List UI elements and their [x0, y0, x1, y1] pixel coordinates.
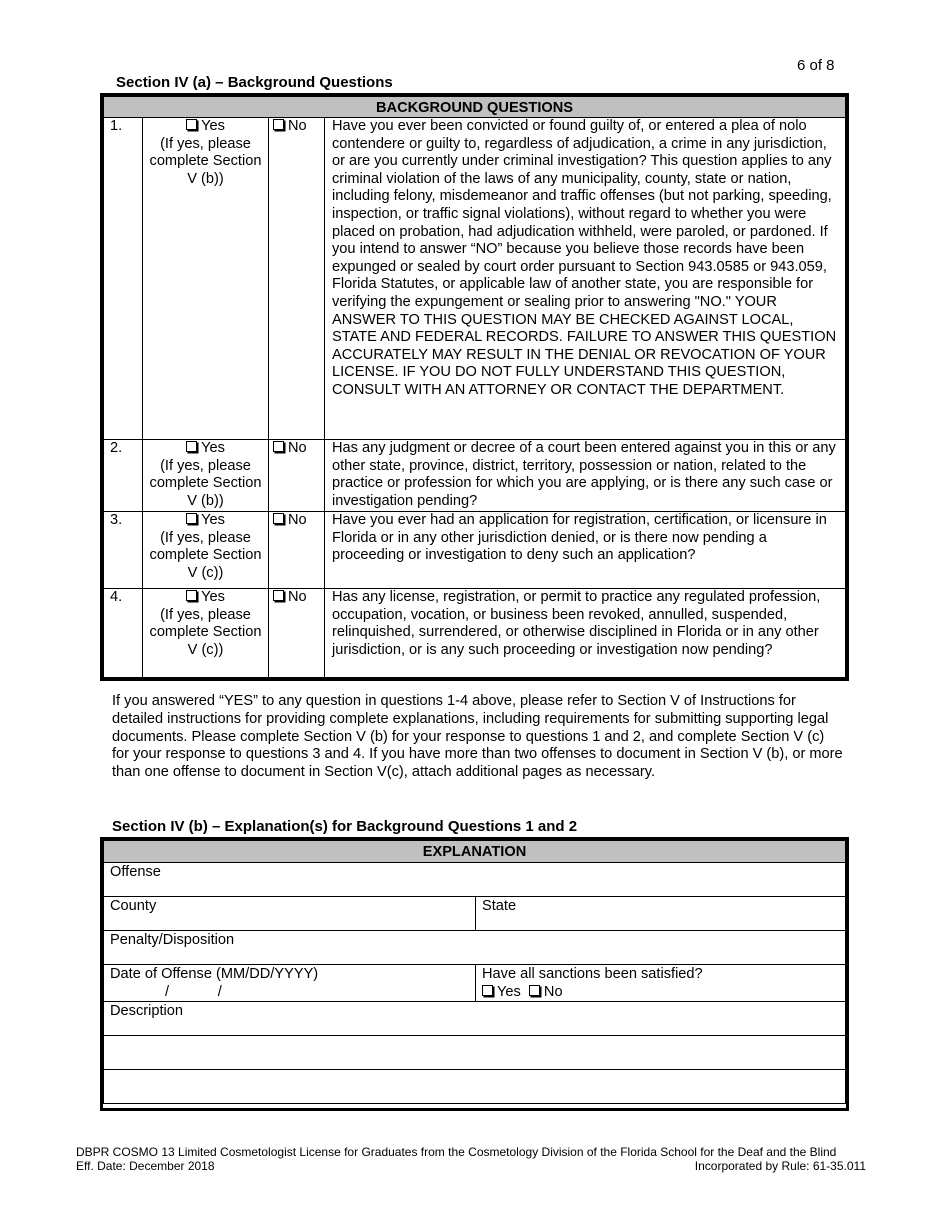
- no-cell: [269, 589, 325, 678]
- question-text: Have you ever had an application for registration, certification, or licensure in Florida or in any other jurisdiction denied, or is there now pending a proceeding or investigation to deny such an application?: [325, 512, 846, 589]
- question-row: [104, 512, 846, 589]
- no-cell: [269, 512, 325, 589]
- yes-checkbox[interactable]: [186, 441, 197, 452]
- footer: [76, 1145, 866, 1173]
- page-number: 6 of 8: [797, 57, 835, 74]
- explanation-header: EXPLANATION: [104, 841, 846, 863]
- sanctions-no-label: No: [543, 984, 563, 1000]
- description-line[interactable]: [104, 1036, 846, 1070]
- date-of-offense-label: Date of Offense (MM/DD/YYYY): [110, 966, 319, 982]
- county-label: County: [110, 898, 157, 914]
- yes-note: (If yes, please complete Section V (c)): [149, 606, 262, 658]
- sanctions-no-checkbox[interactable]: [529, 985, 540, 996]
- yes-label: Yes: [201, 512, 225, 528]
- background-questions-header: BACKGROUND QUESTIONS: [104, 97, 846, 118]
- yes-cell: [143, 512, 269, 589]
- question-text: Has any judgment or decree of a court been entered against you in this or any other state, province, district, territory, possession or nation, related to the practice or profession for which you are applying, or is there any such case or investigation pending?: [325, 440, 846, 512]
- question-text: Have you ever been convicted or found guilty of, or entered a plea of nolo contendere or guilty to, regardless of adjudication, a crime in any jurisdiction, or are you currently under criminal investigation? This question applies to any criminal violation of the laws of any municipality, county, state or nation, including felony, misdemeanor and traffic offenses (but not parking, speeding, inspection, or traffic signal violations), without regard to whether you were placed on probation, had adjudication withheld, were paroled, or pardoned. If you intend to answer “NO” because you believe those records have been expunged or sealed by court order pursuant to Section 943.0585 or 943.059, Florida Statutes, or applicable law of another state, you are responsible for verifying the expungement or sealing prior to answering "NO." YOUR ANSWER TO THIS QUESTION MAY BE CHECKED AGAINST LOCAL, STATE AND FEDERAL RECORDS. FAILURE TO ANSWER THIS QUESTION ACCURATELY MAY RESULT IN THE DENIAL OR REVOCATION OF YOUR LICENSE. IF YOU DO NOT FULLY UNDERSTAND THIS QUESTION, CONSULT WITH AN ATTORNEY OR CONTACT THE DEPARTMENT.: [325, 118, 846, 440]
- question-number: 4.: [104, 589, 143, 678]
- penalty-label: Penalty/Disposition: [110, 932, 235, 948]
- yes-label: Yes: [201, 589, 225, 605]
- sanctions-field: [476, 965, 846, 1002]
- offense-label: Offense: [110, 864, 161, 880]
- description-line[interactable]: [104, 1070, 846, 1104]
- no-checkbox[interactable]: [273, 441, 284, 452]
- description-label: Description: [110, 1003, 183, 1019]
- question-row: [104, 589, 846, 678]
- yes-note: (If yes, please complete Section V (b)): [149, 457, 262, 509]
- yes-cell: [143, 440, 269, 512]
- footer-rule: Incorporated by Rule: 61-35.011: [694, 1159, 866, 1173]
- no-cell: [269, 118, 325, 440]
- footer-form-title: DBPR COSMO 13 Limited Cosmetologist License for Graduates from the Cosmetology Division of the Florida School for the Deaf and the Blind: [76, 1145, 837, 1159]
- instructions-paragraph: If you answered “YES” to any question in questions 1-4 above, please refer to Section V of Instructions for detailed instructions for providing complete explanations, including requirements for submitting supporting legal documents. Please complete Section V (b) for your response to questions 1 and 2, and complete Section V (c) for your response to questions 3 and 4. If you have more than two offenses to document in Section V (b), or more than one offense to document in Section V(c), attach additional pages as necessary.: [112, 693, 843, 781]
- background-questions-table: [100, 93, 849, 681]
- sanctions-yes-label: Yes: [497, 984, 521, 1000]
- no-label: No: [288, 512, 307, 528]
- section-a-title: Section IV (a) – Background Questions: [116, 74, 393, 91]
- footer-eff-date: Eff. Date: December 2018: [76, 1159, 215, 1173]
- no-cell: [269, 440, 325, 512]
- no-checkbox[interactable]: [273, 590, 284, 601]
- no-label: No: [288, 589, 307, 605]
- sanctions-question: Have all sanctions been satisfied?: [482, 966, 703, 982]
- yes-checkbox[interactable]: [186, 513, 197, 524]
- county-field[interactable]: [104, 897, 476, 931]
- question-text: Has any license, registration, or permit to practice any regulated profession, occupation, vocation, or business been revoked, annulled, suspended, relinquished, surrendered, or otherwise disciplined in Florida or in any other jurisdiction, or is any such proceeding or investigation now pending?: [325, 589, 846, 678]
- yes-cell: [143, 589, 269, 678]
- section-b-title: Section IV (b) – Explanation(s) for Background Questions 1 and 2: [112, 818, 578, 835]
- yes-checkbox[interactable]: [186, 590, 197, 601]
- description-field[interactable]: [104, 1002, 846, 1036]
- yes-note: (If yes, please complete Section V (c)): [149, 529, 262, 581]
- state-label: State: [482, 898, 517, 914]
- yes-note: (If yes, please complete Section V (b)): [149, 135, 262, 187]
- sanctions-yes-checkbox[interactable]: [482, 985, 493, 996]
- question-row: [104, 440, 846, 512]
- yes-checkbox[interactable]: [186, 119, 197, 130]
- date-slashes: / /: [165, 984, 222, 1000]
- question-number: 3.: [104, 512, 143, 589]
- yes-label: Yes: [201, 118, 225, 134]
- state-field[interactable]: [476, 897, 846, 931]
- question-row: [104, 118, 846, 440]
- explanation-table: [100, 837, 849, 1111]
- no-label: No: [288, 118, 307, 134]
- date-of-offense-field[interactable]: [104, 965, 476, 1002]
- no-checkbox[interactable]: [273, 513, 284, 524]
- offense-field[interactable]: [104, 863, 846, 897]
- question-number: 2.: [104, 440, 143, 512]
- no-checkbox[interactable]: [273, 119, 284, 130]
- question-number: 1.: [104, 118, 143, 440]
- yes-cell: [143, 118, 269, 440]
- penalty-field[interactable]: [104, 931, 846, 965]
- yes-label: Yes: [201, 440, 225, 456]
- no-label: No: [288, 440, 307, 456]
